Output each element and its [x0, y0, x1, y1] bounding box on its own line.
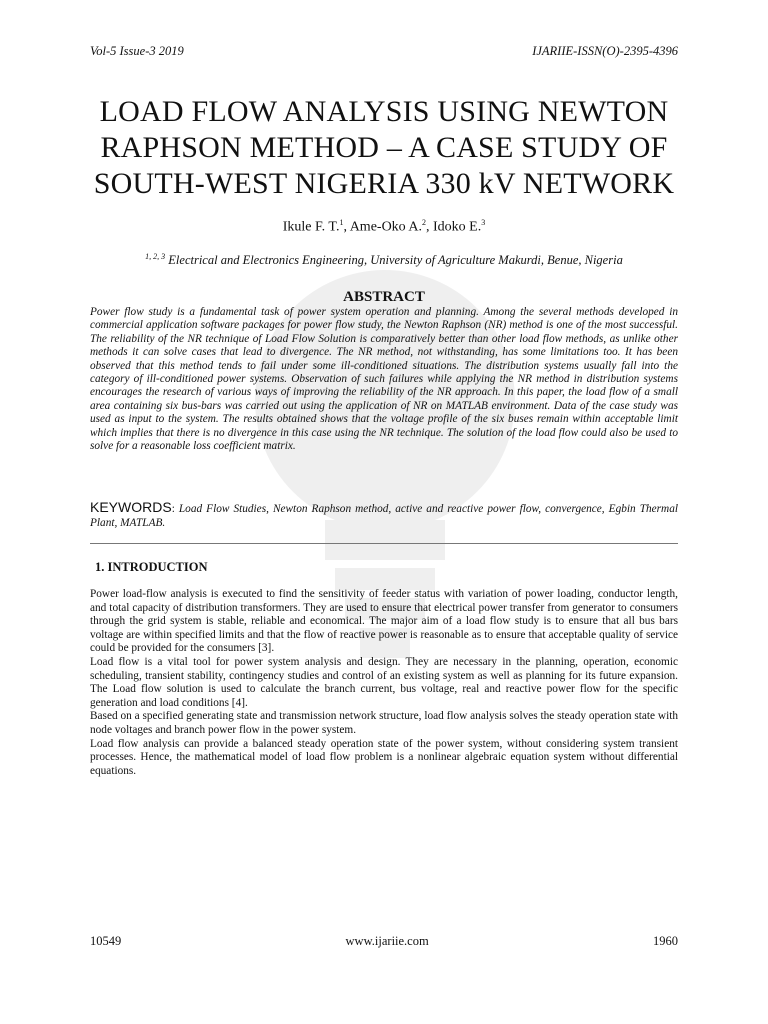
keywords-separator: :	[171, 503, 175, 515]
paper-title	[60, 94, 708, 202]
author-list: Ikule F. T.$^1$, Ame-Oko A.$^2$, Idoko E.$^3$	[282, 218, 486, 235]
title-line: LOAD FLOW ANALYSIS USING NEWTON	[99, 95, 669, 128]
author-name: Idoko E.	[433, 219, 482, 235]
section-divider	[90, 543, 678, 544]
footer-paper-id: 10549	[90, 934, 122, 948]
abstract-text: Power flow study is a fundamental task of power system operation and planning. Among the several methods developed in commercial application software packages for power flow study, the Newton Raphson (NR) method is one of the most successful. The reliability of the NR technique of Load Flow Solution is comparatively better than other load flow methods, as unlike other methods it can solve cases that lead to divergence. The NR method, not withstanding, has some limitations too. It has been observed that this method tends to fail under some ill-conditioned situations. The distribution systems usually fall into the category of ill-conditioned power systems. Observation of such failures while applying the NR method in distribution systems encourages the research of various ways of improving the reliability of the NR approach. In this paper, the load flow of a small area containing six bus-bars was carried out using the application of NR on MATLAB environment. Data of the case study was used as input to the system. The results obtained shows that the voltage profile of the six buses remain within acceptable limit which implies that there is no divergence in this case using the NR technique. The solution of the load flow could also be used to solve for a reasonable loss coefficient matrix.	[90, 306, 678, 453]
keywords-text: Load Flow Studies, Newton Raphson method, active and reactive power flow, convergence, Egbin Thermal Plant, MATLAB.	[90, 503, 678, 529]
author-sup: 2	[422, 218, 427, 227]
footer-website-link[interactable]: www.ijariie.com	[345, 934, 429, 948]
intro-paragraph: Load flow is a vital tool for power system analysis and design. They are necessary in the planning, operation, economic scheduling, transient stability, contingency studies and control of an existing system as well as planning for its future expansion. The Load flow solution is used to calculate the branch current, bus voltage, real and reactive power flow for the specific generation and load conditions [4].	[90, 655, 678, 709]
abstract-heading: ABSTRACT	[343, 289, 425, 305]
affiliation-text: Electrical and Electronics Engineering, University of Agriculture Makurdi, Benue, Nigeria	[168, 253, 623, 268]
affiliation	[60, 252, 708, 268]
keywords-label: KEYWORDS	[90, 499, 172, 515]
author-name: Ame-Oko A.	[349, 219, 423, 235]
page-footer	[90, 934, 678, 949]
title-line: SOUTH-WEST NIGERIA 330 kV NETWORK	[93, 167, 675, 200]
author-name: Ikule F. T.	[282, 219, 340, 235]
intro-paragraph: Based on a specified generating state and transmission network structure, load flow analysis solves the steady operation state with node voltages and branch power flow in the power system.	[90, 710, 678, 736]
author-sup: 1	[339, 218, 344, 227]
header-issn: IJARIIE-ISSN(O)-2395-4396	[532, 44, 678, 58]
introduction-body	[90, 588, 678, 778]
keywords	[90, 500, 678, 530]
intro-paragraph: Power load-flow analysis is executed to find the sensitivity of feeder status with variation of power loading, conductor length, and total capacity of distribution transformers. They are used to ensure that electrical power transfer from generator to consumers through the grid system is stable, reliable and economical. The major aim of a load flow study is to ensure that all bus bars voltage are within specified limits and that the flow of reactive power is reasonable as to ensure that acceptable quality of service could be provided for the consumers [3].	[90, 588, 678, 655]
introduction-heading: 1. INTRODUCTION	[95, 560, 208, 574]
footer-page-number: 1960	[652, 934, 678, 948]
running-header	[90, 44, 678, 59]
header-volume: Vol-5 Issue-3 2019	[90, 44, 184, 58]
author-sup: 3	[481, 218, 486, 227]
affiliation-sup: 1, 2, 3	[145, 252, 166, 261]
intro-paragraph: Load flow analysis can provide a balanced steady operation state of the power system, without considering system transient processes. Hence, the mathematical model of load flow problem is a nonlinear algebraic equation system without differential equations.	[90, 737, 678, 777]
title-line: RAPHSON METHOD – A CASE STUDY OF	[100, 131, 668, 164]
